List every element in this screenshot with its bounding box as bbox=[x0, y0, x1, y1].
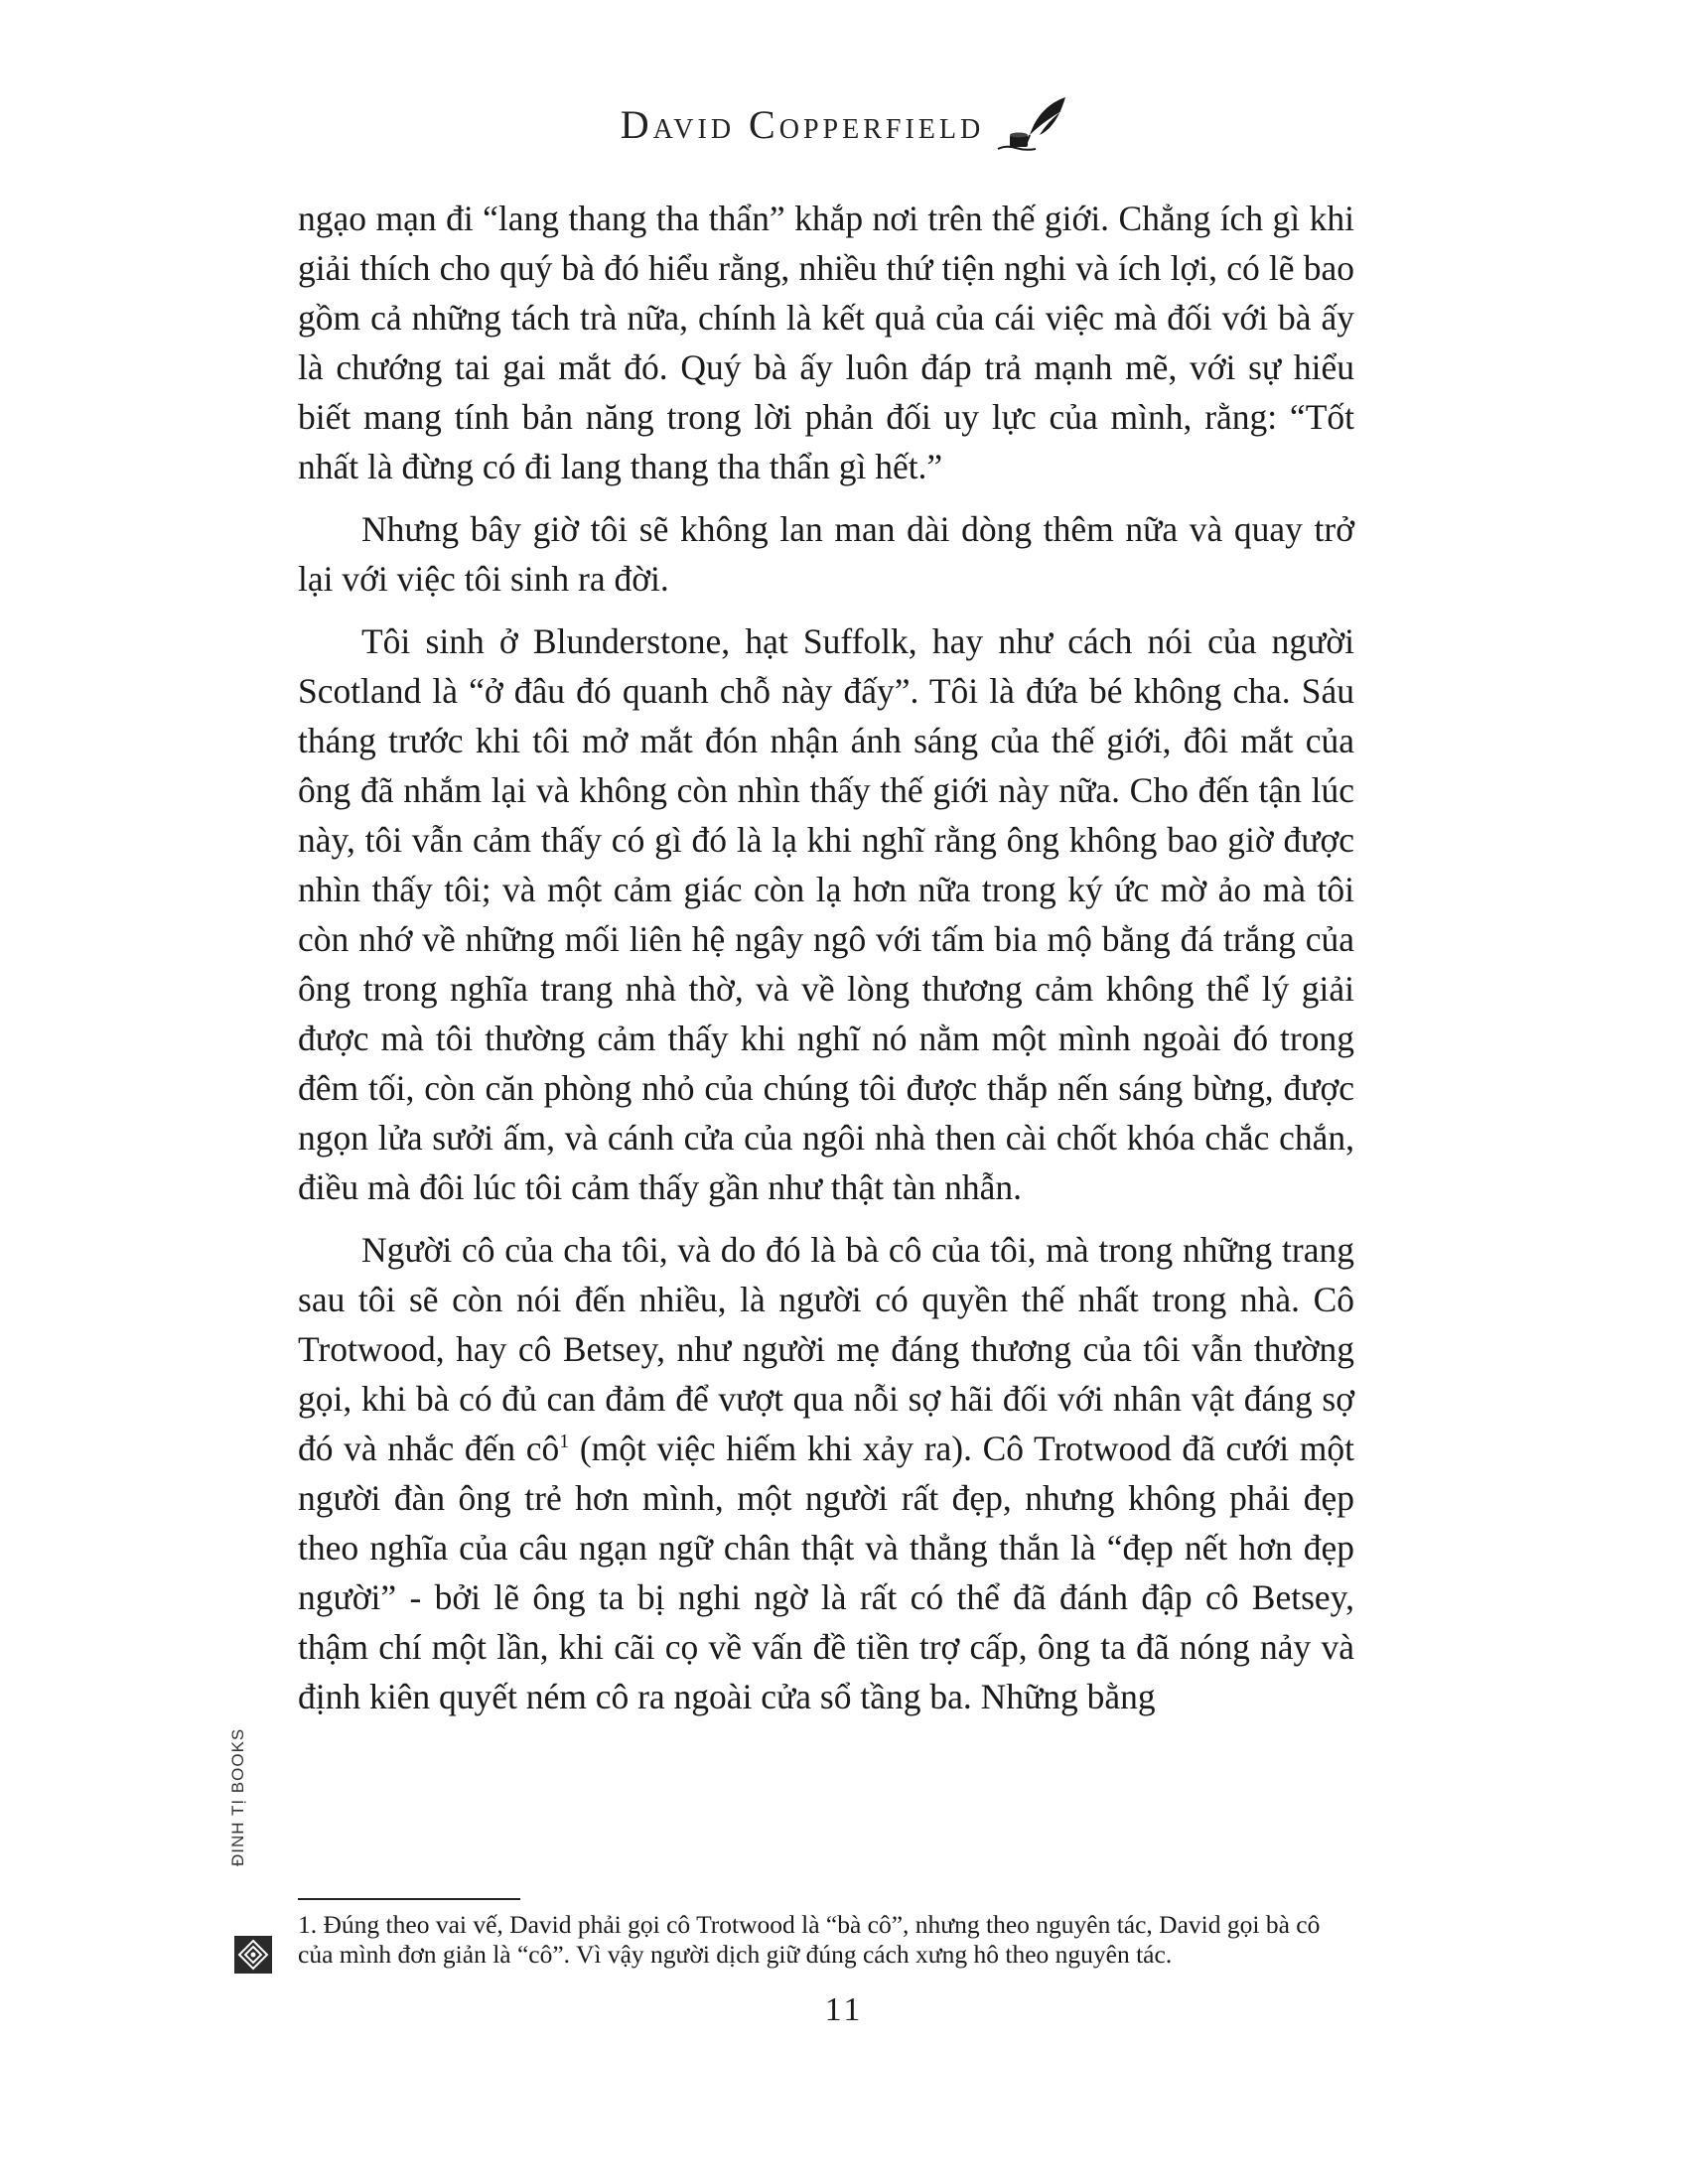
publisher-label: ĐINH TỊ BOOKS bbox=[228, 1727, 247, 1866]
footnote-reference[interactable]: 1 bbox=[559, 1431, 570, 1453]
quill-inkwell-icon bbox=[996, 95, 1067, 153]
paragraph-text: (một việc hiếm khi xảy ra). Cô Trotwood đã cưới một người đàn ông trẻ hơn mình, một người rất đẹp, nhưng không phải đẹp theo nghĩa của câu ngạn ngữ chân thật và thẳng thắn là “đẹp nết hơn đẹp người” - bởi lẽ ông ta bị nghi ngờ là rất có thể đã đánh đập cô Betsey, thậm chí một lần, khi cãi cọ về vấn đề tiền trợ cấp, ông ta đã nóng nảy và định kiên quyết ném cô ra ngoài cửa sổ tầng ba. Những bằng bbox=[298, 1429, 1354, 1716]
paragraph: Nhưng bây giờ tôi sẽ không lan man dài dòng thêm nữa và quay trở lại với việc tôi sinh ra đời. bbox=[298, 509, 1354, 599]
footnote: 1. Đúng theo vai vế, David phải gọi cô Trotwood là “bà cô”, nhưng theo nguyên tác, David gọi bà cô của mình đơn giản là “cô”. Vì vậy người dịch giữ đúng cách xưng hô theo nguyên tác. bbox=[298, 1910, 1321, 1969]
paragraph-text: Người cô của cha tôi, và do đó là bà cô của tôi, mà trong những trang sau tôi sẽ còn nói đến nhiều, là người có quyền thế nhất trong nhà. Cô Trotwood, hay cô Betsey, như người mẹ đáng thương của tôi vẫn thường gọi, khi bà có đủ can đảm để vượt qua nỗi sợ hãi đối với nhân vật đáng sợ đó và nhắc đến cô bbox=[298, 1230, 1354, 1468]
book-title: David Copperfield bbox=[620, 101, 985, 147]
body-text bbox=[298, 194, 1354, 1721]
footnote-divider bbox=[298, 1898, 520, 1900]
paragraph bbox=[298, 1225, 1354, 1721]
paragraph: Tôi sinh ở Blunderstone, hạt Suffolk, hay như cách nói của người Scotland là “ở đâu đó quanh chỗ này đấy”. Tôi là đứa bé không cha. Sáu tháng trước khi tôi mở mắt đón nhận ánh sáng của thế giới, đôi mắt của ông đã nhắm lại và không còn nhìn thấy thế giới này nữa. Cho đến tận lúc này, tôi vẫn cảm thấy có gì đó là lạ khi nghĩ rằng ông không bao giờ được nhìn thấy tôi; và một cảm giác còn lạ hơn nữa trong ký ức mờ ảo mà tôi còn nhớ về những mối liên hệ ngây ngô với tấm bia mộ bằng đá trắng của ông trong nghĩa trang nhà thờ, và về lòng thương cảm không thể lý giải được mà tôi thường cảm thấy khi nghĩ nó nằm một mình ngoài đó trong đêm tối, còn căn phòng nhỏ của chúng tôi được thắp nến sáng bừng, được ngọn lửa sưởi ấm, và cánh cửa của ngôi nhà then cài chốt khóa chắc chắn, điều mà đôi lúc tôi cảm thấy gần như thật tàn nhẫn. bbox=[298, 621, 1354, 1207]
page-number: 11 bbox=[824, 1991, 864, 2028]
paragraph: ngạo mạn đi “lang thang tha thẩn” khắp nơi trên thế giới. Chẳng ích gì khi giải thích cho quý bà đó hiểu rằng, nhiều thứ tiện nghi và ích lợi, có lẽ bao gồm cả những tách trà nữa, chính là kết quả của cái việc mà đối với bà ấy là chướng tai gai mắt đó. Quý bà ấy luôn đáp trả mạnh mẽ, với sự hiểu biết mang tính bản năng trong lời phản đối uy lực của mình, rằng: “Tốt nhất là đừng có đi lang thang tha thẩn gì hết.” bbox=[298, 199, 1354, 486]
publisher-logo-icon bbox=[234, 1936, 272, 1974]
running-header bbox=[0, 95, 1688, 153]
